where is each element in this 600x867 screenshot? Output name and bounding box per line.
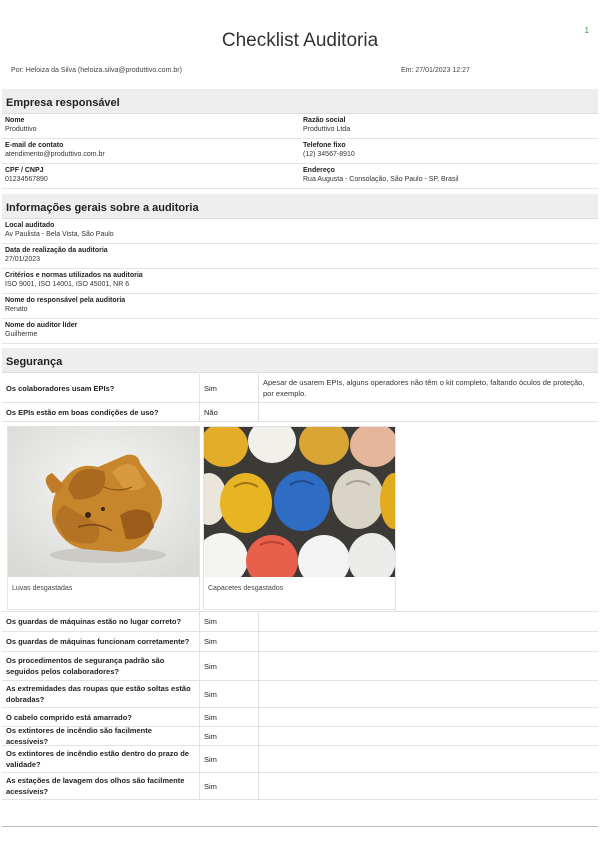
field-nome: [2, 114, 300, 138]
field-label: E-mail de contato: [5, 142, 64, 149]
field-criterios-normas: [2, 269, 598, 294]
note-text: [259, 708, 598, 726]
field-value: atendimento@produttivo.com.br: [5, 151, 105, 158]
empresa-row: [2, 114, 598, 139]
field-telefone: [300, 139, 598, 163]
question-row: [2, 746, 598, 773]
field-label: Critérios e normas utilizados na auditoria: [5, 272, 143, 279]
worn-helmets-image: [204, 427, 395, 577]
worn-gloves-image: [8, 427, 199, 577]
field-label: Endereço: [303, 167, 335, 174]
question-text: As estações de lavagem dos olhos são facilmente acessíveis?: [2, 773, 200, 799]
note-text: [259, 746, 598, 772]
question-row: [2, 403, 598, 422]
field-label: Nome do responsável pela auditoria: [5, 297, 126, 304]
question-row: [2, 632, 598, 652]
seguranca-table-top: [2, 374, 598, 422]
field-value: Rua Augusta - Consolação, São Paulo - SP, Brasil: [303, 176, 459, 183]
question-text: Os colaboradores usam EPIs?: [2, 374, 200, 402]
question-row: [2, 652, 598, 681]
field-label: CPF / CNPJ: [5, 167, 44, 174]
note-text: [259, 652, 598, 680]
note-text: [259, 773, 598, 799]
field-responsavel: [2, 294, 598, 319]
photo-caption: Capacetes desgastados: [208, 585, 284, 592]
note-text: [259, 403, 598, 421]
answer-text: Não: [200, 403, 259, 421]
field-value: Renato: [5, 306, 28, 313]
question-text: Os extintores de incêndio são facilmente acessíveis?: [2, 727, 200, 745]
author-line: Por: Heloiza da Silva (heloiza.silva@produttivo.com.br): [11, 67, 182, 74]
answer-text: Sim: [200, 773, 259, 799]
page-number: 1: [584, 26, 589, 35]
question-text: As extremidades das roupas que estão soltas estão dobradas?: [2, 681, 200, 707]
field-label: Data de realização da auditoria: [5, 247, 108, 254]
question-text: Os guardas de máquinas estão no lugar correto?: [2, 612, 200, 631]
answer-text: Sim: [200, 374, 259, 402]
note-text: [259, 612, 598, 631]
section-heading-info: Informações gerais sobre a auditoria: [2, 194, 598, 219]
answer-text: Sim: [200, 681, 259, 707]
page-bottom-divider: [2, 826, 598, 827]
question-text: Os procedimentos de segurança padrão são seguidos pelos colaboradores?: [2, 652, 200, 680]
question-text: Os EPIs estão em boas condições de uso?: [2, 403, 200, 421]
field-value: Produttivo: [5, 126, 37, 133]
photo-card[interactable]: [7, 426, 200, 610]
question-row: [2, 773, 598, 800]
field-data-realizacao: [2, 244, 598, 269]
empresa-row: [2, 139, 598, 164]
photo-card[interactable]: [203, 426, 396, 610]
field-value: Av Paulista - Bela Vista, São Paulo: [5, 231, 114, 238]
answer-text: Sim: [200, 708, 259, 726]
question-row: [2, 681, 598, 708]
answer-text: Sim: [200, 652, 259, 680]
note-text: [259, 681, 598, 707]
info-fields: [2, 219, 598, 344]
answer-text: Sim: [200, 612, 259, 631]
field-label: Nome do auditor líder: [5, 322, 78, 329]
field-email: [2, 139, 300, 163]
section-heading-seguranca: Segurança: [2, 348, 598, 373]
field-label: Local auditado: [5, 222, 55, 229]
field-razao-social: [300, 114, 598, 138]
empresa-row: [2, 164, 598, 189]
field-cpf-cnpj: [2, 164, 300, 188]
answer-text: Sim: [200, 746, 259, 772]
question-text: Os extintores de incêndio estão dentro do prazo de validade?: [2, 746, 200, 772]
question-text: Os guardas de máquinas funcionam corretamente?: [2, 632, 200, 651]
photo-caption: Luvas desgastadas: [12, 585, 73, 592]
field-value: 27/01/2023: [5, 256, 41, 263]
field-value: Guilherme: [5, 331, 38, 338]
field-value: ISO 9001, ISO 14001, ISO 45001, NR 6: [5, 281, 130, 288]
answer-text: Sim: [200, 632, 259, 651]
field-auditor-lider: [2, 319, 598, 344]
question-row: [2, 612, 598, 632]
note-text: [259, 632, 598, 651]
photo-gallery: [2, 422, 598, 612]
date-line: Em: 27/01/2023 12:27: [401, 67, 470, 74]
seguranca-table-bottom: [2, 612, 598, 800]
answer-text: Sim: [200, 727, 259, 745]
note-text: [259, 727, 598, 745]
section-heading-empresa: Empresa responsável: [2, 89, 598, 114]
question-row: [2, 374, 598, 403]
question-row: [2, 727, 598, 746]
field-label: Telefone fixo: [303, 142, 346, 149]
field-label: Nome: [5, 117, 25, 124]
note-text: Apesar de usarem EPIs, alguns operadores não têm o kit completo, faltando óculos de proteção, por exemplo.: [263, 378, 585, 398]
empresa-fields: [2, 114, 598, 189]
page-title: Checklist Auditoria: [221, 30, 379, 51]
field-value: Produttivo Ltda: [303, 126, 351, 133]
question-text: O cabelo comprido está amarrado?: [2, 708, 200, 726]
field-label: Razão social: [303, 117, 346, 124]
field-local-auditado: [2, 219, 598, 244]
field-endereco: [300, 164, 598, 188]
field-value: 01234567890: [5, 176, 48, 183]
field-value: (12) 34567-8910: [303, 151, 355, 158]
